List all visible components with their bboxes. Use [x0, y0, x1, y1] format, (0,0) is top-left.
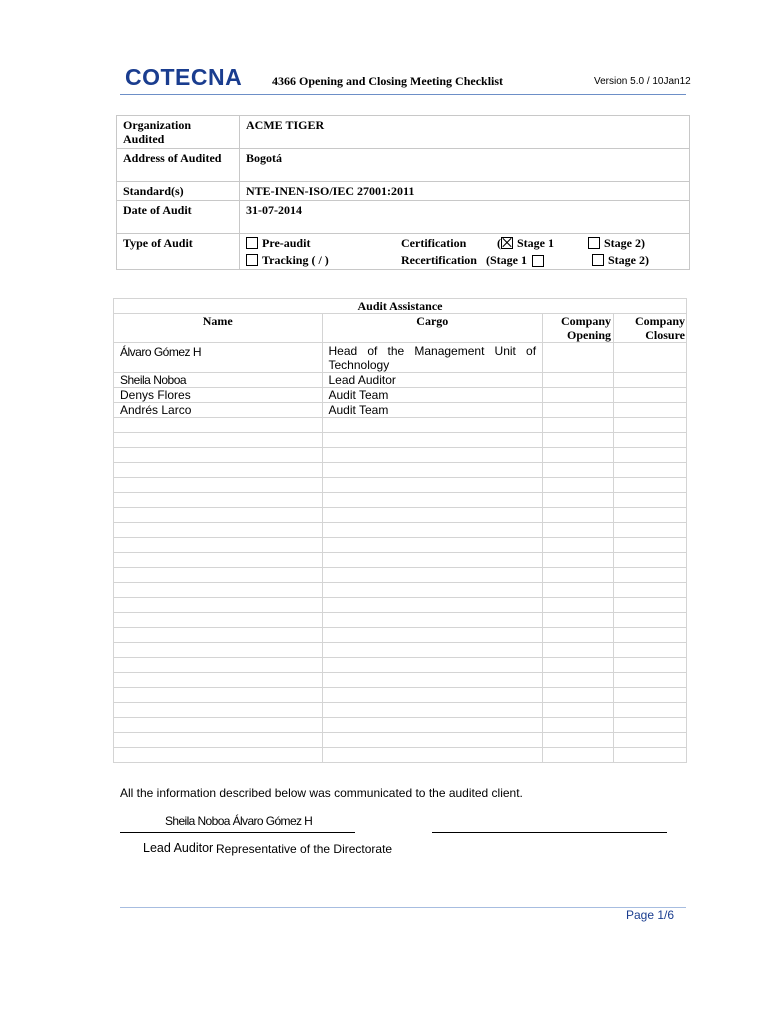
empty-cell[interactable]: [543, 748, 614, 763]
empty-cell[interactable]: [614, 628, 687, 643]
assistance-title-row: [114, 299, 687, 314]
table-row-empty: [114, 733, 687, 748]
table-row-empty: [114, 448, 687, 463]
empty-cell[interactable]: [322, 643, 543, 658]
info-row-address: [117, 149, 690, 182]
empty-cell[interactable]: [614, 598, 687, 613]
empty-cell[interactable]: [543, 598, 614, 613]
cert-stage2-checkbox[interactable]: [588, 237, 600, 249]
table-row-empty: [114, 493, 687, 508]
empty-cell[interactable]: [114, 643, 323, 658]
cotecna-logo: [125, 64, 242, 91]
pre-audit-option[interactable]: [246, 236, 310, 250]
organization-value: ACME TIGER: [240, 116, 690, 149]
cert-stage2-option[interactable]: [588, 236, 645, 250]
pre-audit-checkbox[interactable]: [246, 237, 258, 249]
type-options: [240, 234, 690, 270]
empty-cell[interactable]: [543, 433, 614, 448]
page-number: Page 1/6: [626, 908, 675, 922]
empty-cell[interactable]: [114, 658, 323, 673]
empty-cell[interactable]: [614, 688, 687, 703]
empty-cell[interactable]: [543, 583, 614, 598]
recert-open-paren: (: [486, 253, 490, 267]
empty-cell[interactable]: [114, 523, 323, 538]
assistance-header-row: [114, 314, 687, 343]
empty-cell[interactable]: [114, 568, 323, 583]
empty-cell[interactable]: [114, 733, 323, 748]
attendee-cargo: Audit Team: [322, 403, 543, 418]
recert-stage2-checkbox[interactable]: [592, 254, 604, 266]
recert-stage2-option[interactable]: [592, 253, 649, 267]
table-row-empty: [114, 538, 687, 553]
empty-cell[interactable]: [322, 433, 543, 448]
table-row-empty: [114, 613, 687, 628]
empty-cell[interactable]: [114, 718, 323, 733]
closure-cell[interactable]: [614, 373, 687, 388]
column-header-cargo: Cargo: [322, 314, 543, 343]
attendee-cargo: Head of the Management Unit of Technology: [322, 343, 543, 373]
empty-cell[interactable]: [114, 538, 323, 553]
attendee-name: Sheila Noboa: [114, 373, 323, 388]
table-row: [114, 373, 687, 388]
empty-cell[interactable]: [114, 688, 323, 703]
table-row-empty: [114, 718, 687, 733]
recert-stage1-label: Stage 1: [490, 253, 527, 267]
cert-open-paren: (: [497, 236, 501, 250]
table-row-empty: [114, 748, 687, 763]
empty-cell[interactable]: [543, 703, 614, 718]
column-header-company-closure: Company Closure: [614, 314, 687, 343]
empty-cell[interactable]: [543, 673, 614, 688]
table-row-empty: [114, 598, 687, 613]
table-row-empty: [114, 658, 687, 673]
empty-cell[interactable]: [114, 673, 323, 688]
empty-cell[interactable]: [114, 448, 323, 463]
logo-text: COTECNA: [125, 64, 243, 90]
empty-cell[interactable]: [543, 568, 614, 583]
table-row: [114, 343, 687, 373]
empty-cell[interactable]: [322, 493, 543, 508]
header-divider: [120, 94, 686, 95]
empty-cell[interactable]: [114, 418, 323, 433]
attendee-name: Álvaro Gómez H: [114, 343, 323, 373]
table-row-empty: [114, 688, 687, 703]
empty-cell[interactable]: [543, 628, 614, 643]
empty-cell[interactable]: [543, 448, 614, 463]
attendee-name: Denys Flores: [114, 388, 323, 403]
footer-divider: [120, 907, 686, 908]
column-header-company-opening: Company Opening: [543, 314, 614, 343]
empty-cell[interactable]: [322, 418, 543, 433]
table-row-empty: [114, 523, 687, 538]
table-row-empty: [114, 643, 687, 658]
certification-label: Certification: [401, 236, 467, 250]
table-row-empty: [114, 433, 687, 448]
lead-auditor-signature-line: [120, 832, 355, 833]
empty-cell[interactable]: [322, 478, 543, 493]
recert-stage2-label: Stage 2): [608, 253, 649, 267]
empty-cell[interactable]: [614, 478, 687, 493]
empty-cell[interactable]: [114, 748, 323, 763]
empty-cell[interactable]: [614, 643, 687, 658]
empty-cell[interactable]: [614, 523, 687, 538]
lead-auditor-role: Lead Auditor: [143, 841, 214, 855]
audit-info-table: [116, 115, 690, 270]
tracking-checkbox[interactable]: [246, 254, 258, 266]
closure-cell[interactable]: [614, 388, 687, 403]
table-row-empty: [114, 478, 687, 493]
empty-cell[interactable]: [322, 658, 543, 673]
empty-cell[interactable]: [322, 703, 543, 718]
communication-note: All the information described below was communicated to the audited client.: [120, 786, 523, 800]
empty-cell[interactable]: [543, 508, 614, 523]
table-row-empty: [114, 463, 687, 478]
info-row-standard: [117, 182, 690, 201]
empty-cell[interactable]: [114, 493, 323, 508]
signatory-names: Sheila Noboa Álvaro Gómez H: [165, 814, 313, 828]
empty-cell[interactable]: [614, 448, 687, 463]
table-row-empty: [114, 583, 687, 598]
table-row-empty: [114, 703, 687, 718]
empty-cell[interactable]: [322, 628, 543, 643]
empty-cell[interactable]: [614, 418, 687, 433]
empty-cell[interactable]: [322, 673, 543, 688]
empty-cell[interactable]: [322, 613, 543, 628]
opening-cell[interactable]: [543, 343, 614, 373]
table-row-empty: [114, 673, 687, 688]
empty-cell[interactable]: [114, 478, 323, 493]
address-value: Bogotá: [240, 149, 690, 182]
empty-cell[interactable]: [322, 748, 543, 763]
empty-cell[interactable]: [322, 463, 543, 478]
pre-audit-label: Pre-audit: [262, 236, 311, 250]
table-row-empty: [114, 508, 687, 523]
empty-cell[interactable]: [614, 463, 687, 478]
empty-cell[interactable]: [543, 493, 614, 508]
empty-cell[interactable]: [114, 703, 323, 718]
empty-cell[interactable]: [614, 583, 687, 598]
empty-cell[interactable]: [114, 583, 323, 598]
empty-cell[interactable]: [322, 523, 543, 538]
empty-cell[interactable]: [543, 613, 614, 628]
empty-cell[interactable]: [614, 658, 687, 673]
info-row-type: [117, 234, 690, 270]
standard-label: Standard(s): [117, 182, 240, 201]
tracking-label: Tracking ( / ): [262, 253, 329, 267]
version-label: Version 5.0 / 10Jan12: [594, 76, 691, 87]
closure-cell[interactable]: [614, 343, 687, 373]
column-header-name: Name: [114, 314, 323, 343]
cert-stage1-option[interactable]: [497, 236, 554, 250]
organization-label: Organization Audited: [117, 116, 240, 149]
empty-cell[interactable]: [543, 478, 614, 493]
empty-cell[interactable]: [114, 598, 323, 613]
date-value: 31-07-2014: [240, 201, 690, 234]
empty-cell[interactable]: [322, 598, 543, 613]
table-row-empty: [114, 418, 687, 433]
empty-cell[interactable]: [114, 463, 323, 478]
attendee-cargo: Lead Auditor: [322, 373, 543, 388]
empty-cell[interactable]: [114, 613, 323, 628]
table-row-empty: [114, 628, 687, 643]
empty-cell[interactable]: [543, 733, 614, 748]
assistance-title: Audit Assistance: [114, 299, 687, 314]
empty-cell[interactable]: [114, 433, 323, 448]
empty-cell[interactable]: [114, 508, 323, 523]
representative-role: Representative of the Directorate: [216, 842, 393, 856]
empty-cell[interactable]: [543, 643, 614, 658]
empty-cell[interactable]: [322, 553, 543, 568]
attendee-name: Andrés Larco: [114, 403, 323, 418]
empty-cell[interactable]: [614, 433, 687, 448]
opening-cell[interactable]: [543, 388, 614, 403]
opening-cell[interactable]: [543, 403, 614, 418]
empty-cell[interactable]: [114, 628, 323, 643]
empty-cell[interactable]: [543, 718, 614, 733]
empty-cell[interactable]: [543, 553, 614, 568]
empty-cell[interactable]: [614, 568, 687, 583]
empty-cell[interactable]: [114, 553, 323, 568]
empty-cell[interactable]: [322, 718, 543, 733]
type-label: Type of Audit: [117, 234, 240, 270]
representative-signature-line: [432, 832, 667, 833]
recert-stage1-checkbox[interactable]: [532, 255, 544, 267]
empty-cell[interactable]: [543, 688, 614, 703]
empty-cell[interactable]: [614, 538, 687, 553]
recert-stage1-option[interactable]: [486, 253, 543, 267]
address-label: Address of Audited: [117, 149, 240, 182]
empty-cell[interactable]: [543, 418, 614, 433]
table-row: [114, 403, 687, 418]
empty-cell[interactable]: [614, 508, 687, 523]
empty-cell[interactable]: [543, 658, 614, 673]
empty-cell[interactable]: [322, 583, 543, 598]
document-title: 4366 Opening and Closing Meeting Checklist: [272, 74, 504, 88]
empty-cell[interactable]: [543, 523, 614, 538]
cert-stage2-label: Stage 2): [604, 236, 645, 250]
empty-cell[interactable]: [543, 463, 614, 478]
empty-cell[interactable]: [543, 538, 614, 553]
table-row: [114, 388, 687, 403]
empty-cell[interactable]: [614, 748, 687, 763]
cert-stage1-checkbox-checked[interactable]: [501, 237, 513, 249]
info-row-organization: [117, 116, 690, 149]
empty-cell[interactable]: [614, 613, 687, 628]
date-label: Date of Audit: [117, 201, 240, 234]
empty-cell[interactable]: [322, 448, 543, 463]
empty-cell[interactable]: [614, 673, 687, 688]
empty-cell[interactable]: [322, 538, 543, 553]
table-row-empty: [114, 568, 687, 583]
audit-assistance-table: [113, 298, 687, 763]
attendee-cargo: Audit Team: [322, 388, 543, 403]
tracking-option[interactable]: [246, 253, 329, 267]
standard-value: NTE-INEN-ISO/IEC 27001:2011: [240, 182, 690, 201]
recertification-label: Recertification: [401, 253, 477, 267]
empty-cell[interactable]: [614, 703, 687, 718]
info-row-date: [117, 201, 690, 234]
empty-cell[interactable]: [614, 733, 687, 748]
empty-cell[interactable]: [614, 493, 687, 508]
empty-cell[interactable]: [322, 733, 543, 748]
empty-cell[interactable]: [322, 508, 543, 523]
empty-cell[interactable]: [614, 718, 687, 733]
opening-cell[interactable]: [543, 373, 614, 388]
closure-cell[interactable]: [614, 403, 687, 418]
empty-cell[interactable]: [322, 568, 543, 583]
empty-cell[interactable]: [322, 688, 543, 703]
empty-cell[interactable]: [614, 553, 687, 568]
cert-stage1-label: Stage 1: [517, 236, 554, 250]
table-row-empty: [114, 553, 687, 568]
